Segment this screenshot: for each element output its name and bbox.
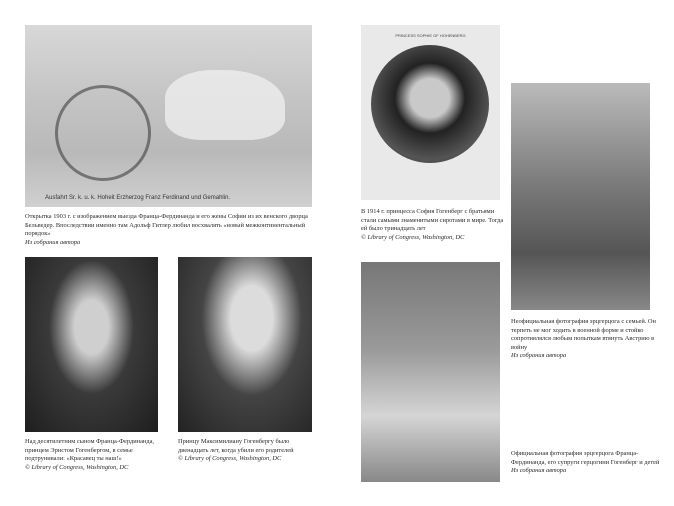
photo-unofficial-family — [511, 83, 650, 310]
caption-official-family — [511, 450, 661, 476]
photo-prince-ernst — [25, 257, 158, 432]
caption-text: Неофициальная фотография эрцгерцога с семьей. Он терпеть не мог ходить в военной форме и стойко сопротивлялся любым попыткам втянуть Австрию в войну — [511, 318, 656, 351]
caption-source: Из собрания автора — [511, 467, 567, 475]
caption-text: Принцу Максимилиану Гогенбергу было двенадцать лет, когда убили его родителей — [178, 438, 294, 454]
caption-source: Из собрания автора — [511, 352, 567, 360]
caption-ernst — [25, 438, 165, 472]
caption-text: Над десятилетним сыном Франца-Фердинанда, принцем Эрнстом Гогенбергом, в семье подтрунивали: «Красавец ты наш!» — [25, 438, 155, 463]
caption-carriage — [25, 213, 320, 247]
caption-source: © Library of Congress, Washington, DC — [25, 463, 129, 471]
photo-label: PRINCESS SOPHIE OF HOHENBERG — [395, 33, 466, 38]
caption-source: © Library of Congress, Washington, DC — [178, 455, 282, 463]
photo-princess-sophie — [361, 25, 500, 200]
horses — [165, 70, 285, 140]
caption-source: Из собрания автора — [25, 238, 81, 246]
caption-text: Открытка 1903 г. с изображением выезда Франца-Фердинанда и его жены Софии из их венского дворца Бельведер. Впоследствии именно там Адольф Гитлер любил восхвалять «новый межконтинентальный порядок» — [25, 213, 308, 238]
carriage-wheel — [55, 85, 151, 181]
photo-official-family — [361, 262, 500, 482]
caption-sophie — [361, 208, 506, 242]
photo-prince-maximilian — [178, 257, 312, 432]
caption-text: Официальная фотография эрцгерцога Франца-Фердинанда, его супруги герцогини Гогенберг и детей — [511, 450, 660, 466]
photo-carriage-postcard — [25, 25, 312, 207]
postcard-inscription: Ausfahrt Sr. k. u. k. Hoheit Erzherzog Franz Ferdinand und Gemahlin. — [45, 195, 231, 201]
portrait-oval — [371, 45, 489, 163]
caption-unofficial-family — [511, 318, 661, 361]
caption-text: В 1914 г. принцесса София Гогенберг с братьями стали самыми знаменитыми сиротами в мире. Тогда ей было тринадцать лет — [361, 208, 504, 233]
caption-source: © Library of Congress, Washington, DC — [361, 233, 465, 241]
caption-maximilian — [178, 438, 318, 464]
